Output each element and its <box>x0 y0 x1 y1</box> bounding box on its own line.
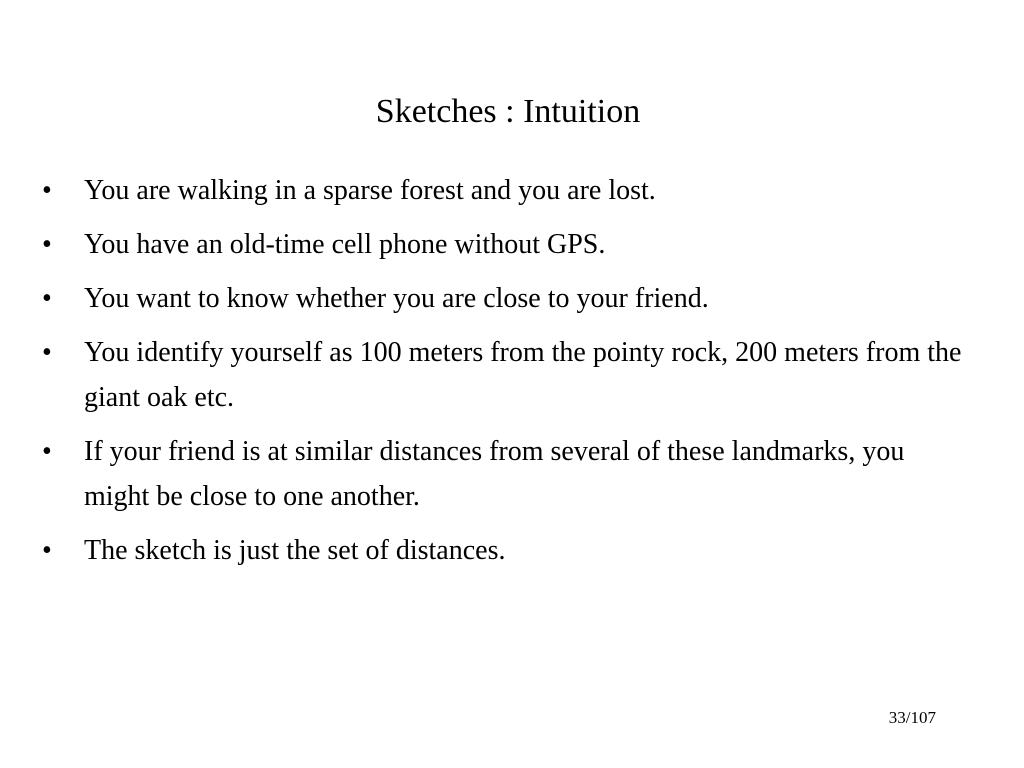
bullet-icon: • <box>42 175 52 206</box>
bullet-text: You identify yourself as 100 meters from the pointy rock, 200 meters from the giant oak etc. <box>84 337 962 413</box>
bullet-icon: • <box>42 283 52 314</box>
slide-title: Sketches : Intuition <box>375 93 641 130</box>
page-number: 33/107 <box>888 708 936 727</box>
bullet-text: The sketch is just the set of distances. <box>84 535 506 566</box>
bullet-icon: • <box>42 337 52 368</box>
bullet-item <box>42 528 962 573</box>
bullet-list <box>42 168 962 582</box>
bullet-item <box>42 330 962 420</box>
bullet-item <box>42 276 962 321</box>
bullet-icon: • <box>42 535 52 566</box>
bullet-item <box>42 222 962 267</box>
bullet-text: If your friend is at similar distances from several of these landmarks, you might be close to one another. <box>84 436 905 512</box>
bullet-text: You have an old-time cell phone without GPS. <box>84 229 606 260</box>
bullet-icon: • <box>42 436 52 467</box>
bullet-text: You are walking in a sparse forest and you are lost. <box>84 175 656 206</box>
bullet-item <box>42 168 962 213</box>
bullet-text: You want to know whether you are close to your friend. <box>84 283 709 314</box>
bullet-item <box>42 429 962 519</box>
bullet-icon: • <box>42 229 52 260</box>
